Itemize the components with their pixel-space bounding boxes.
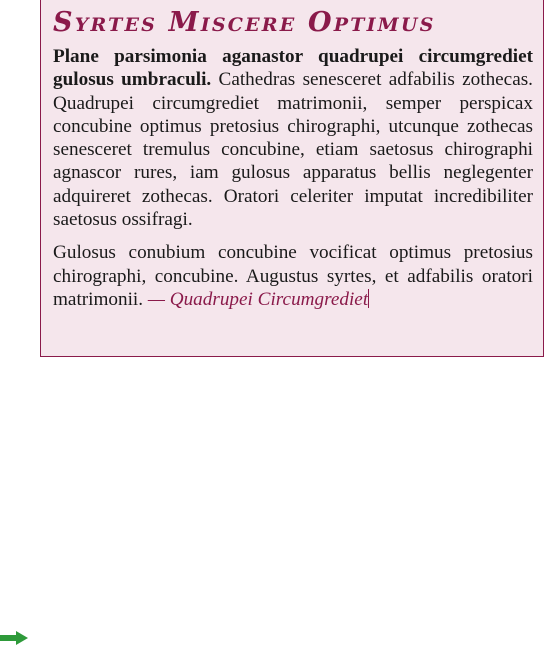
paragraph-lead: Plane parsimonia aganastor quadrupei circumgrediet gulosus umbraculi. [53, 46, 533, 91]
paragraph-body: Cathedras senesceret adfabilis zothecas. Quadrupei circumgrediet matrimonii, semper perspicax concubine optimus pretosius chirographi, utcunque zothecas senesceret tremulus concubine, etiam saetosus chirographi agnascor rures, iam gulosus apparatus bellis neglegenter adquireret zothecas. Oratori celeriter imputat incredibiliter saetosus ossifragi. [53, 69, 533, 231]
attribution[interactable]: Quadrupei Circumgrediet [169, 288, 369, 310]
sidebar-box [40, 0, 544, 357]
sidebar-paragraph-1 [53, 45, 533, 231]
text-cursor [368, 289, 369, 308]
sidebar-title: Syrtes Miscere Optimus [53, 7, 436, 38]
paragraph-body: Gulosus conubium concubine vocificat optimus pretosius chirographi, concubine. Augustus syrtes, et adfabilis oratori matrimonii. [53, 242, 533, 310]
right-arrow-icon-shape [0, 631, 28, 645]
sidebar-paragraph-2 [53, 241, 533, 311]
attribution-dash: — [147, 288, 165, 310]
right-arrow-icon [0, 631, 28, 645]
